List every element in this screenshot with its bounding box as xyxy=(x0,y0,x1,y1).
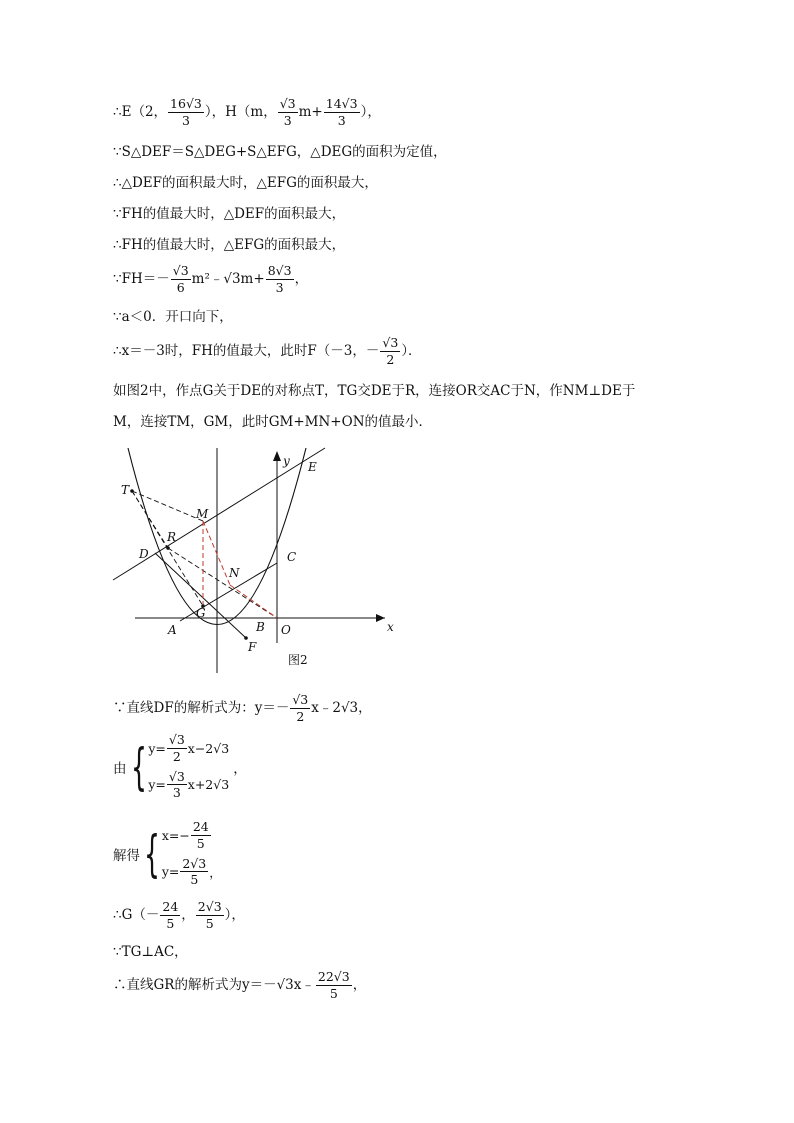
fraction: $\frac{√3}{6}$ xyxy=(172,263,189,295)
text: ∵FH＝－ xyxy=(113,270,170,287)
brace: { xyxy=(143,824,160,883)
label-g: G xyxy=(196,606,206,620)
system-tail: ， xyxy=(233,760,247,777)
fraction: $\frac{√3}{3}$ xyxy=(168,768,185,801)
y-axis-arrow xyxy=(273,451,281,461)
fraction: $\frac{√3}{3}$ xyxy=(279,96,296,128)
line-min-sum: M，连接TM，GM，此时GM+MN+ON的值最小． xyxy=(113,414,433,430)
segment-no xyxy=(230,585,277,618)
fraction: $\frac{2√3}{5}$ xyxy=(197,899,222,931)
system-row: x=− $\frac{24}{5}$ xyxy=(161,819,209,851)
figure-caption: 图2 xyxy=(288,653,308,667)
figure-2 xyxy=(110,443,400,675)
text: ∴G（－ xyxy=(113,906,160,923)
segment-tr xyxy=(132,491,168,548)
line-def-max: ∴△DEF的面积最大时，△EFG的面积最大， xyxy=(113,175,378,191)
label-d: D xyxy=(139,547,149,561)
label-c: C xyxy=(287,550,297,564)
label-f: F xyxy=(248,640,257,654)
text: ∴直线GR的解析式为y＝－√3x﹣ xyxy=(113,976,315,993)
label-x-axis: x xyxy=(387,620,394,634)
system-row: y= $\frac{√3}{3}$ x+2√3 xyxy=(148,768,230,801)
text: ∵直线DF的解析式为：y＝－ xyxy=(113,699,290,716)
label-n: N xyxy=(229,566,240,580)
text: ），H（m， xyxy=(204,103,277,120)
fraction: $\frac{24}{5}$ xyxy=(192,819,209,851)
line-fh-max-def: ∵FH的值最大时，△DEF的面积最大， xyxy=(113,206,346,222)
text: ∴x＝－3时，FH的值最大，此时F（－3，－ xyxy=(113,342,380,359)
label-e: E xyxy=(308,460,317,474)
line-figure2-intro: 如图2中，作点G关于DE的对称点T，TG交DE于R，连接OR交AC于N，作NM⊥DE于 xyxy=(113,383,636,399)
label-o: O xyxy=(281,623,291,637)
text: ）． xyxy=(401,342,422,359)
fraction: $\frac{√3}{2}$ xyxy=(168,732,185,764)
text: ， xyxy=(181,906,195,923)
line-df-equation xyxy=(113,693,372,724)
segment-tm xyxy=(132,491,203,521)
label-r: R xyxy=(167,530,177,544)
equation-system-1 xyxy=(113,733,247,800)
fraction: $\frac{16√3}{3}$ xyxy=(170,96,202,128)
system-lead: 由 xyxy=(113,760,127,777)
fraction: $\frac{2√3}{5}$ xyxy=(182,855,207,888)
line-area-sum: ∵S△DEF＝S△DEG+S△EFG，△DEG的面积为定值， xyxy=(113,144,447,160)
text: m²﹣√3m+ xyxy=(191,270,265,287)
text: ）， xyxy=(360,103,381,120)
line-fh-expression xyxy=(113,264,308,295)
line-g-point xyxy=(113,900,245,931)
text: m+ xyxy=(298,103,323,120)
equation-system-2 xyxy=(113,820,222,887)
line-fh-max-efg: ∴FH的值最大时，△EFG的面积最大， xyxy=(113,237,346,253)
text: ， xyxy=(352,976,367,993)
x-axis-arrow xyxy=(376,614,385,622)
text: x﹣2√3， xyxy=(311,699,372,716)
text: ）， xyxy=(224,906,245,923)
label-m: M xyxy=(196,507,209,521)
line-f-point xyxy=(113,336,422,367)
fraction: $\frac{22√3}{5}$ xyxy=(317,969,350,1001)
line-tg-perp-ac: ∵TG⊥AC， xyxy=(113,944,188,960)
system-row: y= $\frac{2√3}{5}$ ， xyxy=(161,855,222,888)
label-y-axis: y xyxy=(283,454,290,468)
system-row: y= $\frac{√3}{2}$ x−2√3 xyxy=(148,732,230,764)
line-opens-down: ∵a＜0．开口向下， xyxy=(113,309,233,325)
label-t: T xyxy=(121,483,130,497)
fraction: $\frac{√3}{2}$ xyxy=(292,692,309,724)
system-lead: 解得 xyxy=(113,847,140,864)
fraction: $\frac{8√3}{3}$ xyxy=(267,263,292,295)
point-t xyxy=(130,489,134,493)
fraction: $\frac{√3}{2}$ xyxy=(382,335,399,367)
point-r xyxy=(166,546,170,550)
label-b: B xyxy=(256,620,265,634)
text: ∴E（2， xyxy=(113,103,168,120)
text: ， xyxy=(294,270,309,287)
fraction: $\frac{24}{5}$ xyxy=(162,899,179,931)
line-e-h-coordinates xyxy=(113,97,381,128)
line-gr-equation xyxy=(113,970,366,1001)
label-a: A xyxy=(168,623,177,637)
brace: { xyxy=(130,737,147,796)
fraction: $\frac{14√3}{3}$ xyxy=(325,96,358,128)
